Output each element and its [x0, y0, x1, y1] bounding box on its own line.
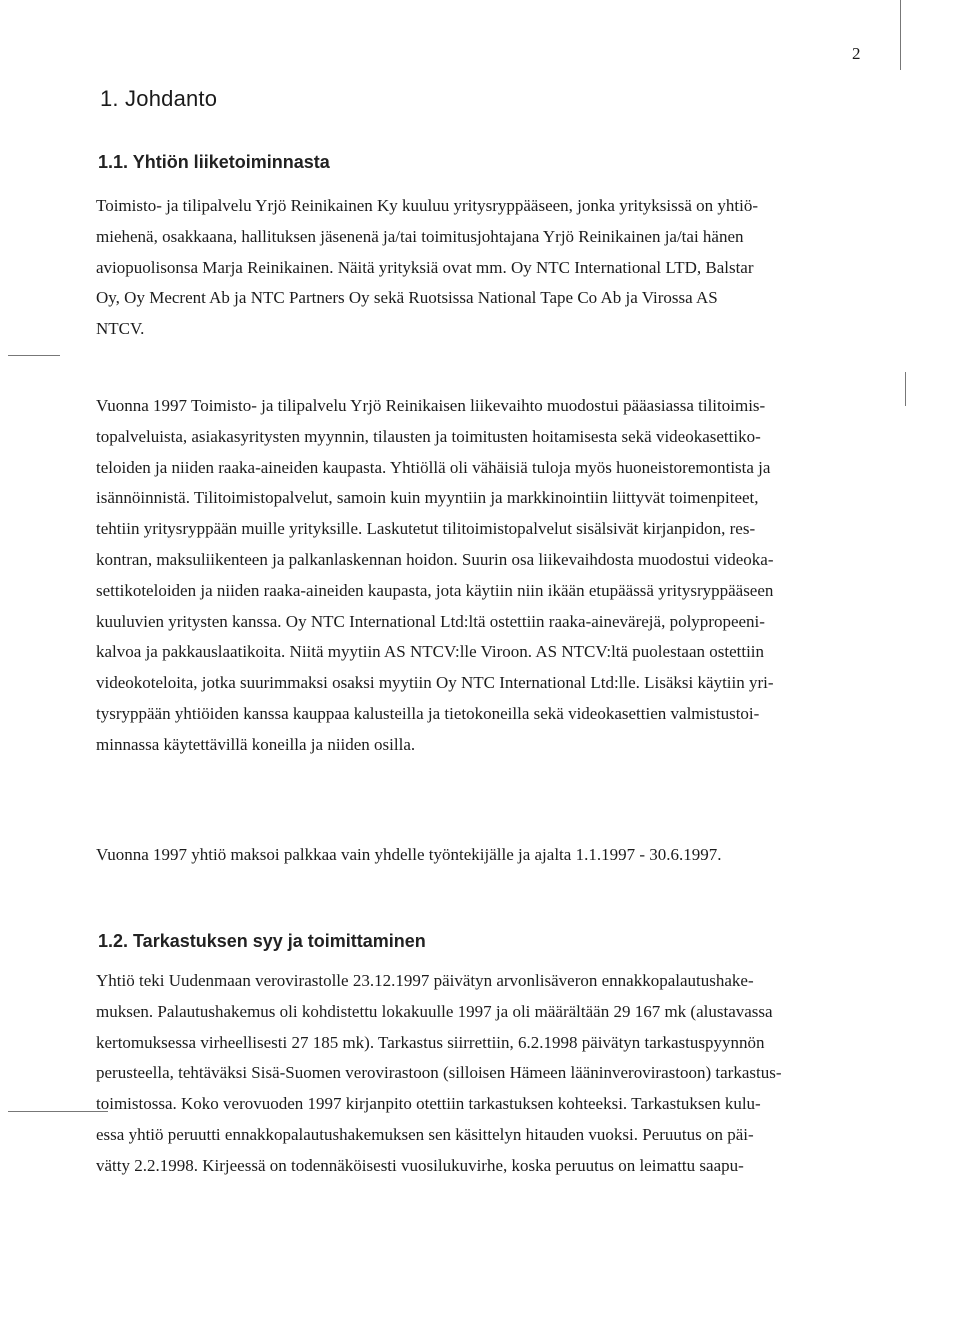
scan-line-lower-left	[8, 1111, 108, 1112]
text-line: aviopuolisonsa Marja Reinikainen. Näitä yrityksiä ovat mm. Oy NTC International LTD, Balstar	[96, 257, 754, 277]
text-line: Toimisto- ja tilipalvelu Yrjö Reinikainen Ky kuuluu yritysryppääseen, jonka yrityksissä on yhtiö-	[96, 196, 759, 215]
text-line: tysryppään yhtiöiden kanssa kauppaa kalusteilla ja tietokoneilla sekä videokasettien valmistustoi-	[96, 703, 760, 723]
text-line: kuuluvien yritysten kanssa. Oy NTC International Ltd:ltä ostettiin raaka-ainevärejä, polypropeeni-	[96, 611, 765, 631]
text-line: toimistossa. Koko verovuoden 1997 kirjanpito otettiin tarkastuksen kohteeksi. Tarkastuksen kulu-	[96, 1094, 761, 1114]
text-line: kertomuksessa virheellisesti 27 185 mk). Tarkastus siirrettiin, 6.2.1998 päivätyn tarkastuspyynnön	[96, 1032, 765, 1052]
scan-line-right-mid	[905, 372, 906, 406]
text-line: miehenä, osakkaana, hallituksen jäsenenä ja/tai toimitusjohtajana Yrjö Reinikainen ja/tai hänen	[96, 226, 744, 246]
chapter-heading: 1. Johdanto	[100, 86, 218, 111]
text-line: settikoteloiden ja niiden raaka-aineiden kaupasta, jota käytiin niin ikään etupäässä yritysryppääseen	[96, 580, 774, 600]
text-line: Oy, Oy Mecrent Ab ja NTC Partners Oy sekä Ruotsissa National Tape Co Ab ja Virossa AS	[96, 288, 718, 308]
text-line: muksen. Palautushakemus oli kohdistettu lokakuulle 1997 ja oli määrältään 29 167 mk (alustavassa	[96, 1001, 773, 1021]
scan-line-right	[900, 0, 901, 70]
section-heading-1-2: 1.2. Tarkastuksen syy ja toimittaminen	[98, 931, 426, 951]
text-line: NTCV.	[96, 319, 145, 339]
text-line: vätty 2.2.1998. Kirjeessä on todennäköisesti vuosilukuvirhe, koska peruutus on leimattu saapu-	[96, 1155, 744, 1175]
text-line: Vuonna 1997 yhtiö maksoi palkkaa vain yhdelle työntekijälle ja ajalta 1.1.1997 - 30.6.1997.	[96, 845, 722, 864]
paragraph-company-group	[96, 191, 876, 345]
paragraph-audit-reason	[96, 966, 876, 1182]
section-heading-1-1: 1.1. Yhtiön liiketoiminnasta	[98, 152, 330, 172]
text-line: topalveluista, asiakasyritysten myynnin, tilausten ja toimitusten hoitamisesta sekä videokasettiko-	[96, 426, 761, 446]
paragraph-salaries	[96, 840, 876, 871]
text-line: isännöinnistä. Tilitoimistopalvelut, samoin kuin myyntiin ja markkinointiin liittyvät toimenpiteet,	[96, 488, 759, 508]
text-line: minnassa käytettävillä koneilla ja niiden osilla.	[96, 734, 416, 754]
text-line: kalvoa ja pakkauslaatikoita. Niitä myytiin AS NTCV:lle Viroon. AS NTCV:ltä puolestaan ostettiin	[96, 642, 765, 662]
text-line: perusteella, tehtäväksi Sisä-Suomen verovirastoon (silloisen Hämeen lääninverovirastoon) tarkastus-	[96, 1063, 782, 1083]
text-line: tehtiin yritysryppään muille yrityksille. Laskutetut tilitoimistopalvelut sisälsivät kirjanpidon, res-	[96, 519, 756, 539]
text-line: teloiden ja niiden raaka-aineiden kaupasta. Yhtiöllä oli vähäisiä tuloja myös huoneistoremontista ja	[96, 457, 771, 477]
page-number: 2	[852, 44, 861, 63]
text-line: essa yhtiö peruutti ennakkopalautushakemuksen sen käsittelyn hitauden vuoksi. Peruutus on päi-	[96, 1124, 754, 1144]
paragraph-revenue-1997	[96, 391, 876, 761]
text-line: kontran, maksuliikenteen ja palkanlaskennan hoidon. Suurin osa liikevaihdosta muodostui videoka-	[96, 549, 774, 569]
scan-line-left-mark	[8, 355, 60, 356]
text-line: Yhtiö teki Uudenmaan verovirastolle 23.12.1997 päivätyn arvonlisäveron ennakkopalautushake-	[96, 971, 754, 990]
text-line: videokoteloita, jotka suurimmaksi osaksi myytiin Oy NTC International Ltd:lle. Lisäksi käytiin yri-	[96, 673, 774, 693]
text-line: Vuonna 1997 Toimisto- ja tilipalvelu Yrjö Reinikaisen liikevaihto muodostui pääasiassa tilitoimis-	[96, 396, 766, 415]
